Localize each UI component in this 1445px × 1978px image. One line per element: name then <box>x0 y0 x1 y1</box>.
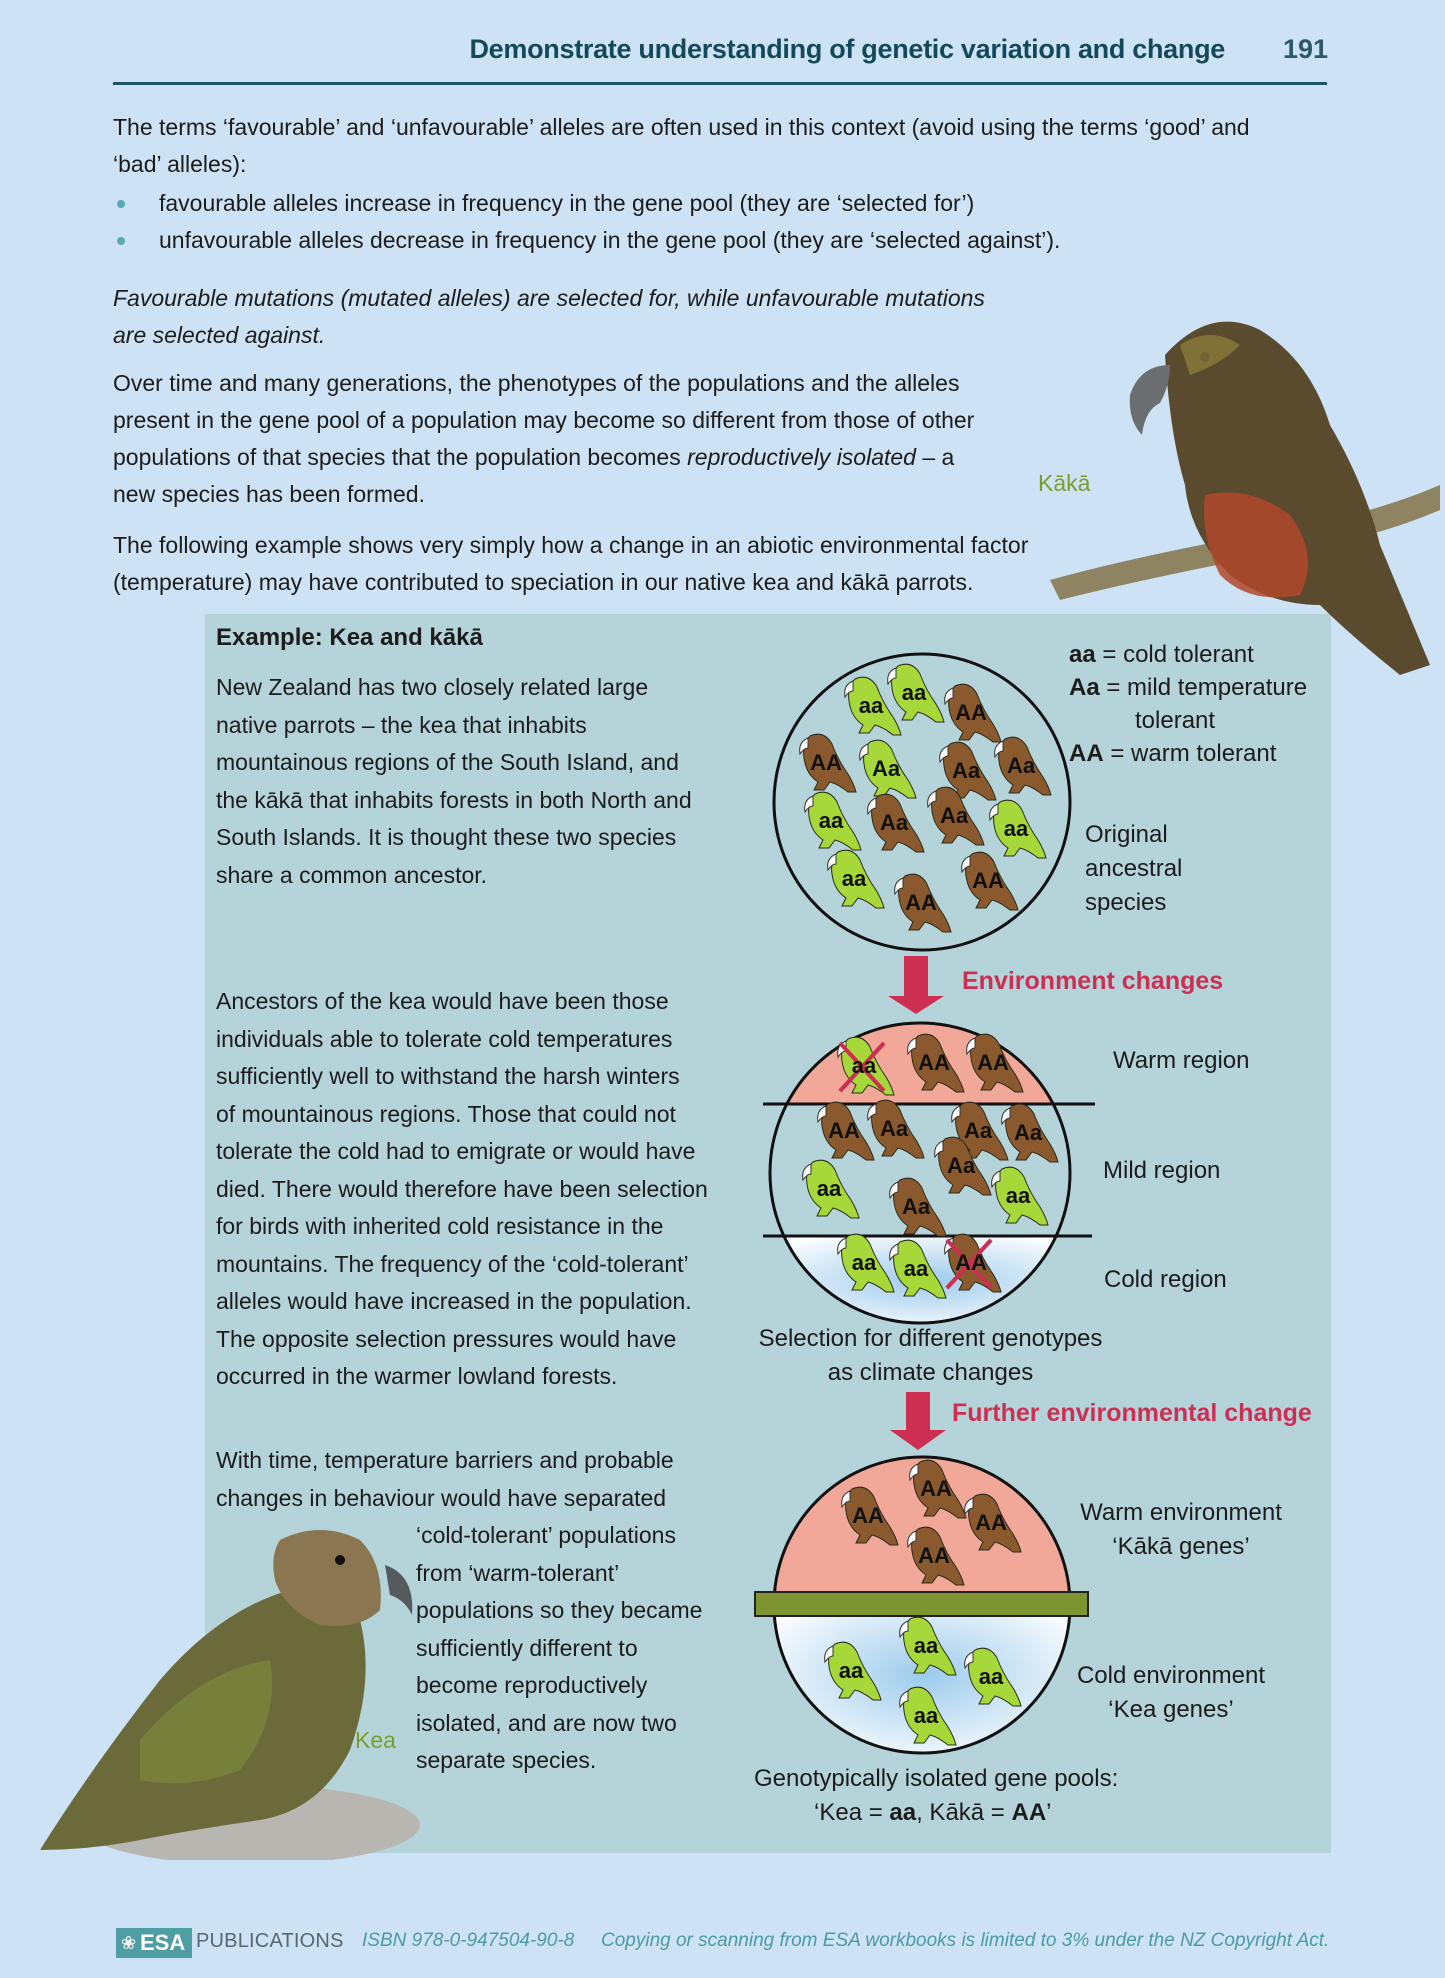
example-line: from ‘warm-tolerant’ <box>416 1559 620 1586</box>
intro-line: The terms ‘favourable’ and ‘unfavourable’ alleles are often used in this context (avoid using the terms ‘good’ and <box>113 114 1250 140</box>
example-line: for birds with inherited cold resistance in the <box>216 1213 664 1239</box>
example-line: individuals able to tolerate cold temperatures <box>216 1025 673 1052</box>
stage1-label <box>1085 818 1182 920</box>
genotype-bold: aa <box>889 1799 917 1826</box>
publisher-name: PUBLICATIONS <box>196 1930 344 1952</box>
arrow-down-icon <box>888 956 944 1014</box>
parrot-icon <box>868 794 924 852</box>
intro-line: present in the gene pool of a population may become so different from those of other <box>113 407 975 433</box>
stage2-caption <box>753 1322 1108 1390</box>
example-line: South Islands. It is thought these two species <box>216 824 677 850</box>
example-line: changes in behaviour would have separated <box>216 1484 667 1511</box>
legend-item <box>1069 638 1307 671</box>
italic-line: Favourable mutations (mutated alleles) are selected for, while unfavourable mutations <box>113 285 985 311</box>
legend-genotype: aa <box>1069 641 1096 668</box>
text-span: , Kākā = <box>916 1799 1012 1826</box>
genotype-label: aa <box>913 1703 939 1728</box>
text-span: populations of that species that the population becomes <box>113 444 688 470</box>
parrot-icon <box>860 740 916 798</box>
cold-environment-label <box>1071 1659 1271 1727</box>
genotype-label: AA <box>920 1476 952 1501</box>
genotype-label: Aa <box>951 758 981 783</box>
genotype-label: aa <box>851 1053 877 1078</box>
page-number: 191 <box>1282 34 1328 64</box>
logo-text: ESA <box>140 1930 186 1955</box>
caption-line: as climate changes <box>827 1359 1034 1386</box>
label-line: Cold environment <box>1076 1662 1266 1689</box>
genotype-label: aa <box>838 1658 864 1683</box>
parrot-icon <box>895 874 951 932</box>
parrot-icon <box>800 734 856 792</box>
genotype-label: AA <box>955 700 987 725</box>
example-line: ‘cold-tolerant’ populations <box>416 1522 676 1548</box>
example-line: alleles would have increased in the population. <box>216 1288 692 1314</box>
genotype-bold: AA <box>1011 1799 1047 1826</box>
further-change-label: Further environmental change <box>952 1399 1312 1427</box>
example-line: With time, temperature barriers and probable <box>216 1447 674 1473</box>
parrot-icon <box>945 684 1001 742</box>
stage3-caption <box>754 1762 1118 1830</box>
genotype-legend <box>1069 638 1307 770</box>
example-line: New Zealand has two closely related large <box>216 674 649 700</box>
legend-meaning: warm tolerant <box>1131 740 1277 767</box>
example-line: the kākā that inhabits forests in both North and <box>216 786 692 813</box>
parrot-icon <box>928 787 984 845</box>
genotype-label: Aa <box>879 810 909 835</box>
genotype-label: Aa <box>901 1194 931 1219</box>
genotype-label: AA <box>828 1118 860 1143</box>
arrow-down-icon <box>890 1392 946 1450</box>
legend-meaning: cold tolerant <box>1123 641 1254 668</box>
caption-line: Genotypically isolated gene pools: <box>754 1765 1119 1792</box>
legend-item <box>1069 737 1307 770</box>
genotype-label: AA <box>905 890 937 915</box>
kaka-caption: Kākā <box>1038 470 1091 496</box>
example-line: tolerate the cold had to emigrate or would have <box>216 1138 696 1164</box>
example-line: mountains. The frequency of the ‘cold-tolerant’ <box>216 1250 689 1277</box>
example-line: mountainous regions of the South Island, and <box>216 749 679 775</box>
intro-line: (temperature) may have contributed to speciation in our native kea and kākā parrots. <box>113 569 974 595</box>
text-span: ‘Kea = <box>814 1799 890 1826</box>
genotype-label: aa <box>858 693 884 718</box>
genotype-label: aa <box>978 1664 1004 1689</box>
label-line: ‘Kea genes’ <box>1108 1696 1234 1723</box>
genotype-label: Aa <box>871 756 901 781</box>
genotype-label: Aa <box>963 1118 993 1143</box>
parrot-icon <box>962 852 1018 910</box>
genotype-label: aa <box>818 808 844 833</box>
esa-logo <box>116 1928 192 1958</box>
legend-genotype: AA <box>1069 740 1104 767</box>
warm-region-label: Warm region <box>1113 1047 1250 1074</box>
genotype-label: aa <box>1003 816 1029 841</box>
genotype-label: AA <box>955 1250 987 1275</box>
warm-environment-label <box>1071 1496 1291 1564</box>
label-line: species <box>1085 889 1167 916</box>
mild-region-label: Mild region <box>1103 1157 1221 1184</box>
text-span: ’ <box>1046 1799 1052 1826</box>
genotype-label: AA <box>972 868 1004 893</box>
label-line: ancestral <box>1085 855 1183 882</box>
legend-meaning: tolerant <box>1135 707 1216 734</box>
example-line: share a common ancestor. <box>216 861 488 888</box>
isbn: ISBN 978-0-947504-90-8 <box>362 1930 575 1951</box>
genotype-label: AA <box>977 1050 1009 1075</box>
intro-line: The following example shows very simply how a change in an abiotic environmental factor <box>113 532 1029 558</box>
text-span: – a <box>915 444 955 470</box>
genotype-label: Aa <box>1013 1120 1043 1145</box>
caption-line <box>754 1796 1118 1830</box>
parrot-icon <box>888 664 944 722</box>
legend-meaning: mild temperature <box>1127 674 1308 701</box>
bullet-text: unfavourable alleles decrease in frequency in the gene pool (they are ‘selected against’). <box>159 227 1061 253</box>
example-title: Example: Kea and kākā <box>216 624 483 651</box>
genotype-label: aa <box>1005 1183 1031 1208</box>
genotype-label: AA <box>918 1543 950 1568</box>
intro-line: Over time and many generations, the phenotypes of the populations and the alleles <box>113 370 960 396</box>
legend-item <box>1069 671 1307 704</box>
example-line: of mountainous regions. Those that could not <box>216 1100 676 1127</box>
example-line: become reproductively <box>416 1672 648 1698</box>
example-line: native parrots – the kea that inhabits <box>216 711 587 738</box>
genotype-label: aa <box>841 866 867 891</box>
italic-line: are selected against. <box>113 322 326 348</box>
genotype-label: Aa <box>1006 753 1036 778</box>
bullet-text: favourable alleles increase in frequency in the gene pool (they are ‘selected for’) <box>159 190 975 216</box>
label-line: Warm environment <box>1080 1499 1282 1526</box>
copyright-notice: Copying or scanning from ESA workbooks is limited to 3% under the NZ Copyright Act. <box>601 1930 1330 1951</box>
cold-region-label: Cold region <box>1104 1266 1227 1293</box>
example-line: sufficiently well to withstand the harsh winters <box>216 1063 680 1089</box>
leaf-icon: ❀ <box>121 1933 137 1953</box>
legend-genotype: Aa <box>1069 674 1100 701</box>
genotype-label: Aa <box>939 803 969 828</box>
kea-caption: Kea <box>355 1727 396 1753</box>
genotype-label: Aa <box>879 1116 909 1141</box>
genotype-label: aa <box>816 1176 842 1201</box>
genotype-label: aa <box>851 1250 877 1275</box>
geographic-barrier <box>755 1592 1088 1616</box>
italic-term: reproductively isolated <box>687 444 916 470</box>
example-line: died. There would therefore have been selection <box>216 1175 708 1202</box>
example-line: sufficiently different to <box>416 1634 638 1661</box>
label-line: Original <box>1085 821 1168 848</box>
label-line: ‘Kākā genes’ <box>1112 1533 1250 1560</box>
genotype-label: AA <box>918 1050 950 1075</box>
example-line: populations so they became <box>416 1597 703 1623</box>
parrot-icon <box>805 792 861 850</box>
genotype-label: aa <box>913 1633 939 1658</box>
genotype-label: AA <box>810 750 842 775</box>
parrot-icon <box>828 850 884 908</box>
example-line: Ancestors of the kea would have been those <box>216 988 669 1014</box>
parrot-icon <box>990 800 1046 858</box>
genotype-label: aa <box>901 680 927 705</box>
equals-sign: = <box>1110 740 1125 767</box>
equals-sign: = <box>1106 674 1121 701</box>
example-line: isolated, and are now two <box>416 1709 677 1736</box>
example-line: The opposite selection pressures would have <box>216 1325 677 1352</box>
example-line: separate species. <box>416 1747 597 1773</box>
stage1-birds <box>800 664 1051 932</box>
genotype-label: AA <box>852 1503 884 1528</box>
parrot-icon <box>995 737 1051 795</box>
environment-changes-label: Environment changes <box>962 967 1224 995</box>
page-header-title: Demonstrate understanding of genetic variation and change <box>469 34 1225 64</box>
intro-line: new species has been formed. <box>113 481 425 507</box>
example-line: occurred in the warmer lowland forests. <box>216 1363 618 1389</box>
genotype-label: AA <box>975 1510 1007 1535</box>
equals-sign: = <box>1102 641 1117 668</box>
genotype-label: aa <box>903 1256 929 1281</box>
genotype-label: Aa <box>946 1153 976 1178</box>
intro-line: ‘bad’ alleles): <box>113 151 247 177</box>
caption-line: Selection for different genotypes <box>758 1325 1103 1352</box>
